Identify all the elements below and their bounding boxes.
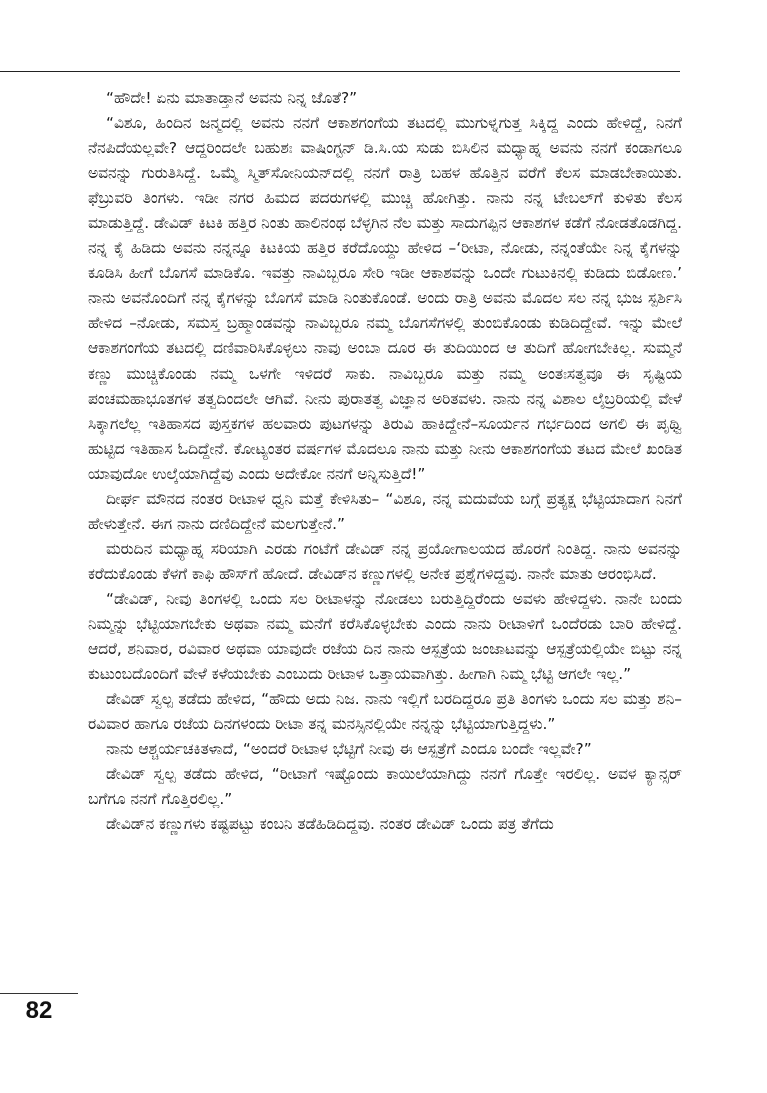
page-number: 82: [25, 997, 53, 1024]
footer-rule: [0, 993, 78, 994]
paragraph: ಡೇವಿಡ್ ಸ್ವಲ್ಪ ತಡೆದು ಹೇಳಿದ, “ಹೌದು ಅದು ನಿಜ. ನಾನು ಇಲ್ಲಿಗೆ ಬರದಿದ್ದರೂ ಪ್ರತಿ ತಿಂಗಳು ಒಂದು ಸಲ ಮತ್ತು ಶನಿ–ರವಿವಾರ ಹಾಗೂ ರಜೆಯ ದಿನಗಳಂದು ರೀಟಾ ತನ್ನ ಮನಸ್ಸಿನಲ್ಲಿಯೇ ನನ್ನನ್ನು ಭೆಟ್ಟಿಯಾಗುತ್ತಿದ್ದಳು.”: [88, 690, 682, 734]
paragraph: “ವಿಶೂ, ಹಿಂದಿನ ಜನ್ಮದಲ್ಲಿ ಅವನು ನನಗೆ ಆಕಾಶಗಂಗೆಯ ತಟದಲ್ಲಿ ಮುಗುಳ್ನಗುತ್ತ ಸಿಕ್ಕಿದ್ದ ಎಂದು ಹೇಳಿದ್ದೆ, ನಿನಗೆ ನೆನಪಿದೆಯಲ್ಲವೇ? ಆದ್ದರಿಂದಲೇ ಬಹುಶಃ ವಾಷಿಂಗ್ಟನ್ ಡಿ.ಸಿ.ಯ ಸುಡು ಬಿಸಿಲಿನ ಮಧ್ಯಾಹ್ನ ಅವನು ನನಗೆ ಕಂಡಾಗಲೂ ಅವನನ್ನು ಗುರುತಿಸಿದ್ದೆ. ಒಮ್ಮೆ ಸ್ಮಿತ್‌ಸೋನಿಯನ್‌ದಲ್ಲಿ ನನಗೆ ರಾತ್ರಿ ಬಹಳ ಹೊತ್ತಿನ ವರೆಗೆ ಕೆಲಸ ಮಾಡಬೇಕಾಯಿತು. ಫೆಬ್ರುವರಿ ತಿಂಗಳು. ಇಡೀ ನಗರ ಹಿಮದ ಪದರುಗಳಲ್ಲಿ ಮುಚ್ಚಿ ಹೋಗಿತ್ತು. ನಾನು ನನ್ನ ಟೇಬಲ್‌ಗೆ ಕುಳಿತು ಕೆಲಸ ಮಾಡುತ್ತಿದ್ದೆ. ಡೇವಿಡ್ ಕಿಟಕಿ ಹತ್ತಿರ ನಿಂತು ಹಾಲಿನಂಥ ಬೆಳ್ಳಗಿನ ನೆಲ ಮತ್ತು ಸಾದುಗಪ್ಪಿನ ಆಕಾಶಗಳ ಕಡೆಗೆ ನೋಡತೊಡಗಿದ್ದ. ನನ್ನ ಕೈ ಹಿಡಿದು ಅವನು ನನ್ನನ್ನೂ ಕಿಟಕಿಯ ಹತ್ತಿರ ಕರೆದೊಯ್ದು ಹೇಳಿದ –‘ರೀಟಾ, ನೋಡು, ನನ್ನಂತೆಯೇ ನಿನ್ನ ಕೈಗಳನ್ನು ಕೂಡಿಸಿ ಹೀಗೆ ಬೊಗಸೆ ಮಾಡಿಕೊ. ಇವತ್ತು ನಾವಿಬ್ಬರೂ ಸೇರಿ ಇಡೀ ಆಕಾಶವನ್ನು ಒಂದೇ ಗುಟುಕಿನಲ್ಲಿ ಕುಡಿದು ಬಿಡೋಣ.’ ನಾನು ಅವನೊಂದಿಗೆ ನನ್ನ ಕೈಗಳನ್ನು ಬೊಗಸೆ ಮಾಡಿ ನಿಂತುಕೊಂಡೆ. ಅಂದು ರಾತ್ರಿ ಅವನು ಮೊದಲ ಸಲ ನನ್ನ ಭುಜ ಸ್ಪರ್ಶಿಸಿ ಹೇಳಿದ –ನೋಡು, ಸಮಸ್ತ ಬ್ರಹ್ಮಾಂಡವನ್ನು ನಾವಿಬ್ಬರೂ ನಮ್ಮ ಬೊಗಸೆಗಳಲ್ಲಿ ತುಂಬಿಕೊಂಡು ಕುಡಿದಿದ್ದೇವೆ. ಇನ್ನು ಮೇಲೆ ಆಕಾಶಗಂಗೆಯ ತಟದಲ್ಲಿ ದಣಿವಾರಿಸಿಕೊಳ್ಳಲು ನಾವು ಅಂಬಾ ದೂರ ಈ ತುದಿಯಿಂದ ಆ ತುದಿಗೆ ಹೋಗಬೇಕಿಲ್ಲ. ಸುಮ್ಮನೆ ಕಣ್ಣು ಮುಚ್ಚಿಕೊಂಡು ನಮ್ಮ ಒಳಗೇ ಇಳಿದರೆ ಸಾಕು. ನಾವಿಬ್ಬರೂ ಮತ್ತು ನಮ್ಮ ಅಂತಃಸತ್ವವೂ ಈ ಸೃಷ್ಟಿಯ ಪಂಚಮಹಾಭೂತಗಳ ತತ್ವದಿಂದಲೇ ಆಗಿವೆ. ನೀನು ಪುರಾತತ್ವ ವಿಜ್ಞಾನ ಅರಿತವಳು. ನಾನು ನನ್ನ ವಿಶಾಲ ಲೈಬ್ರರಿಯಲ್ಲಿ ವೇಳೆ ಸಿಕ್ಕಾಗಲೆಲ್ಲ ಇತಿಹಾಸದ ಪುಸ್ತಕಗಳ ಹಲವಾರು ಪುಟಗಳನ್ನು ತಿರುವಿ ಹಾಕಿದ್ದೇನೆ–ಸೂರ್ಯನ ಗರ್ಭದಿಂದ ಅಗಲಿ ಈ ಪೃಥ್ವಿ ಹುಟ್ಟಿದ ಇತಿಹಾಸ ಓದಿದ್ದೇನೆ. ಕೋಟ್ಯಂತರ ವರ್ಷಗಳ ಮೊದಲೂ ನಾನು ಮತ್ತು ನೀನು ಆಕಾಶಗಂಗೆಯ ತಟದ ಮೇಲೆ ಖಂಡಿತ ಯಾವುದೋ ಉಲ್ಕೆಯಾಗಿದ್ದೆವು ಎಂದು ಅದೇಕೋ ನನಗೆ ಅನ್ನಿಸುತ್ತಿದೆ!”: [88, 114, 682, 483]
paragraph: “ಹೌದೇ! ಏನು ಮಾತಾಡ್ತಾನೆ ಅವನು ನಿನ್ನ ಜೊತೆ?”: [106, 89, 358, 107]
header-rule: [0, 71, 680, 72]
paragraph: ಡೇವಿಡ್ ಸ್ವಲ್ಪ ತಡೆದು ಹೇಳಿದ, “ರೀಟಾಗೆ ಇಷ್ಟೊಂದು ಕಾಯಿಲೆಯಾಗಿದ್ದು ನನಗೆ ಗೊತ್ತೇ ಇರಲಿಲ್ಲ. ಅವಳ ಕ್ಯಾನ್ಸರ್ ಬಗೆಗೂ ನನಗೆ ಗೊತ್ತಿರಲಿಲ್ಲ.”: [88, 765, 682, 809]
body-text: [88, 86, 682, 837]
paragraph: ಡೇವಿಡ್‌ನ ಕಣ್ಣುಗಳು ಕಷ್ಟಪಟ್ಟು ಕಂಬನಿ ತಡೆಹಿಡಿದಿದ್ದವು. ನಂತರ ಡೇವಿಡ್ ಒಂದು ಪತ್ರ ತೆಗೆದು: [106, 815, 554, 834]
paragraph: ಮರುದಿನ ಮಧ್ಯಾಹ್ನ ಸರಿಯಾಗಿ ಎರಡು ಗಂಟೆಗೆ ಡೇವಿಡ್ ನನ್ನ ಪ್ರಯೋಗಾಲಯದ ಹೊರಗೆ ನಿಂತಿದ್ದ. ನಾನು ಅವನನ್ನು ಕರೆದುಕೊಂಡು ಕೆಳಗೆ ಕಾಫಿ ಹೌಸ್‌ಗೆ ಹೋದೆ. ಡೇವಿಡ್‌ನ ಕಣ್ಣುಗಳಲ್ಲಿ ಅನೇಕ ಪ್ರಶ್ನೆಗಳಿದ್ದವು. ನಾನೇ ಮಾತು ಆರಂಭಿಸಿದೆ.: [88, 539, 682, 583]
paragraph: ನಾನು ಆಶ್ಚರ್ಯಚಕಿತಳಾದೆ, “ಅಂದರೆ ರೀಟಾಳ ಭೆಟ್ಟಿಗೆ ನೀವು ಈ ಆಸ್ಪತ್ರೆಗೆ ಎಂದೂ ಬಂದೇ ಇಲ್ಲವೇ?”: [106, 740, 592, 759]
paragraph: “ಡೇವಿಡ್, ನೀವು ತಿಂಗಳಲ್ಲಿ ಒಂದು ಸಲ ರೀಟಾಳನ್ನು ನೋಡಲು ಬರುತ್ತಿದ್ದಿರೆಂದು ಅವಳು ಹೇಳಿದ್ದಳು. ನಾನೇ ಬಂದು ನಿಮ್ಮನ್ನು ಭೆಟ್ಟಿಯಾಗಬೇಕು ಅಥವಾ ನಮ್ಮ ಮನೆಗೆ ಕರೆಸಿಕೊಳ್ಳಬೇಕು ಎಂದು ನಾನು ರೀಟಾಳಿಗೆ ಒಂದೆರಡು ಬಾರಿ ಹೇಳಿದ್ದೆ. ಆದರೆ, ಶನಿವಾರ, ರವಿವಾರ ಅಥವಾ ಯಾವುದೇ ರಜೆಯ ದಿನ ನಾನು ಆಸ್ಪತ್ರೆಯ ಜಂಜಾಟವನ್ನು ಆಸ್ಪತ್ರೆಯಲ್ಲಿಯೇ ಬಿಟ್ಟು ನನ್ನ ಕುಟುಂಬದೊಂದಿಗೆ ವೇಳೆ ಕಳೆಯಬೇಕು ಎಂಬುದು ರೀಟಾಳ ಒತ್ತಾಯವಾಗಿತ್ತು. ಹೀಗಾಗಿ ನಿಮ್ಮ ಭೆಟ್ಟಿ ಆಗಲೇ ಇಲ್ಲ.”: [88, 589, 682, 684]
paragraph: ದೀರ್ಘ ಮೌನದ ನಂತರ ರೀಟಾಳ ಧ್ವನಿ ಮತ್ತೆ ಕೇಳಿಸಿತು– “ವಿಶೂ, ನನ್ನ ಮದುವೆಯ ಬಗ್ಗೆ ಪ್ರತ್ಯಕ್ಷ ಭೆಟ್ಟಿಯಾದಾಗ ನಿನಗೆ ಹೇಳುತ್ತೇನೆ. ಈಗ ನಾನು ದಣಿದಿದ್ದೇನೆ ಮಲಗುತ್ತೇನೆ.”: [88, 489, 682, 533]
